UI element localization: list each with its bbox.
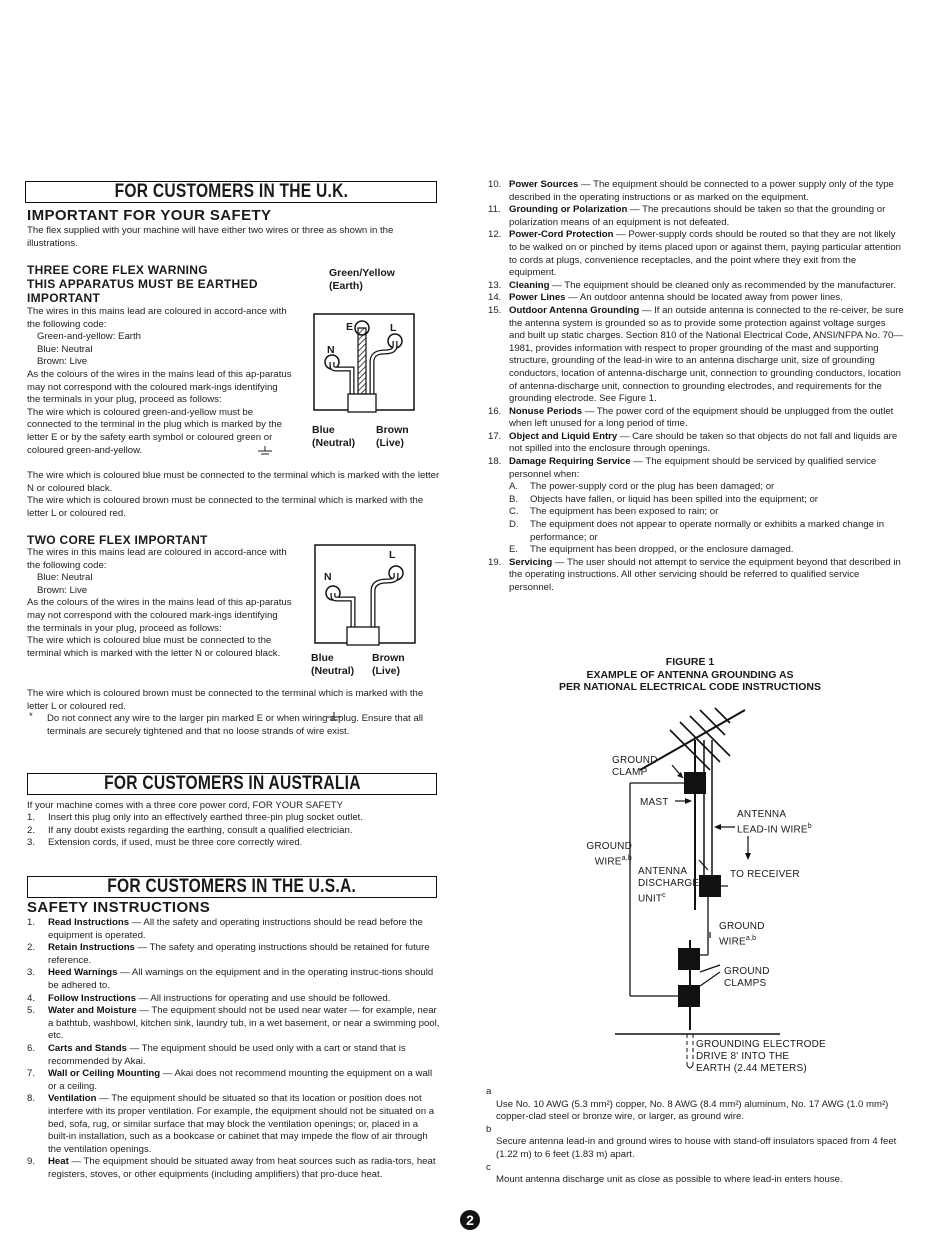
usa-safety-list: 1. Read Instructions — All the safety and operating instructions should be read before the equipment is operated. 2. Retain Instructions — The safety and operating instructions should be retained for future reference. 3. Heed Warnings — All warnings on the equipment and in the operating instruc-tions should be adhered to. 4. Follow Instructions — All instructions for operating and use should be followed. 5. Water and Moisture — The equipment should not be used near water — for example, near a bathtub, washbowl, kitchen sink, laundry tub, in a wet basement, or near a swimming pool, etc. 6. Carts and Stands — The equipment should be used only with a cart or stand that is recommended by Akai. 7. Wall or Ceiling Mounting — Akai does not recommend mounting the equipment on a wall or a ceiling. 8. Ventilation — The equipment should be situated so that its location or position does not interfere with its proper ventilation. For example, the equipment should not be situated on a bed, sofa, rug, or similar surface that may block the ventilation openings; or, placed in a built-in installation, such as a bookcase or cabinet that may impede the flow of air through the ventilation openings. 9. Heat — The equipment should be situated away from heat sources such as radia-tors, heat registers, stoves, or other equipments (including amplifiers) that pro-duce heat. (27, 917, 440, 1180)
two-core-note: * Do not connect any wire to the larger pin marked E or when wiring a plug. Ensure that all terminals are securely tightened and that no loose strands of wire exist. (29, 711, 423, 737)
fig3-brown: Brown (Live) (376, 424, 409, 449)
fig3-e: E (346, 321, 354, 333)
fig2-l: L (389, 549, 396, 561)
figure-title: FIGURE 1 EXAMPLE OF ANTENNA GROUNDING AS PER NATIONAL ELECTRICAL CODE INSTRUCTIONS (559, 656, 821, 693)
two-core-text-wide: The wire which is coloured brown must be connected to the terminal which is marked with the letter L or coloured red. (27, 688, 424, 712)
label-grounding-electrode: GROUNDING ELECTRODE DRIVE 8' INTO THE EARTH (2.44 METERS) (696, 1039, 826, 1074)
fig3-l: L (390, 322, 397, 334)
fig3-blue: Blue (Neutral) (312, 424, 356, 449)
australia-intro: If your machine comes with a three core power cord, FOR YOUR SAFETY (27, 800, 343, 811)
earth-symbol-icon (255, 446, 275, 457)
label-antenna-lead-in: ANTENNA LEAD-IN WIRE$^b$ (737, 809, 812, 836)
two-core-heading: TWO CORE FLEX IMPORTANT (27, 533, 208, 547)
uk-heading: IMPORTANT FOR YOUR SAFETY (27, 207, 272, 224)
fig2-n: N (324, 571, 332, 583)
three-core-text: The wires in this mains lead are coloured in accord-ance with the following code: Green-and-yellow: Earth Blue: Neutral Brown: Live As the colours of the wires in the mains lead of this ap-paratus may not correspond with the coloured mark-ings identifying the terminals in your plug, proceed as follows: The wire which is coloured green-and-yellow must be connected to the terminal in the plug which is marked by the letter E or by the safety earth symbol or coloured green or coloured green-and-yellow. (27, 306, 292, 456)
fig3-earth-label: Green/Yellow (Earth) (329, 267, 395, 292)
three-core-plug-diagram (312, 312, 416, 414)
fig2-blue: Blue (Neutral) (311, 652, 355, 677)
three-core-heading: THREE CORE FLEX WARNING THIS APPARATUS MUST BE EARTHED IMPORTANT (27, 263, 258, 305)
fig2-brown: Brown (Live) (372, 652, 405, 677)
page-number: 2 (460, 1210, 480, 1230)
earth-symbol-icon-2 (325, 712, 343, 723)
label-discharge-unit: ANTENNA DISCHARGE UNIT$^c$ (638, 866, 700, 905)
fig3-n: N (327, 344, 335, 356)
usa-banner: FOR CUSTOMERS IN THE U.S.A. (27, 876, 437, 898)
australia-banner: FOR CUSTOMERS IN AUSTRALIA (27, 773, 437, 795)
usa-heading: SAFETY INSTRUCTIONS (27, 899, 211, 916)
three-core-text-wide: The wire which is coloured blue must be connected to the terminal which is marked with the letter N or coloured black. The wire which is coloured brown must be connected to the terminal which is marked with the letter L or coloured red. (27, 470, 440, 519)
figure-footnotes: a Use No. 10 AWG (5.3 mm²) copper, No. 8 AWG (8.4 mm²) aluminum, No. 17 AWG (1.0 mm²) copper-clad steel or bronze wire, or larger, as ground wire. b Secure antenna lead-in and ground wires to house with stand-off insulators spaced from 4 feet (1.22 m) to 6 feet (1.83 m) apart. c Mount antenna discharge unit as close as possible to where lead-in enters house. (486, 1086, 897, 1186)
label-ground-wire-left: GROUND WIRE$^{a,b}$ (586, 841, 632, 868)
two-core-plug-diagram (313, 543, 417, 647)
uk-banner: FOR CUSTOMERS IN THE U.K. (25, 181, 437, 203)
label-ground-wire-right: GROUND WIRE$^{a,b}$ (719, 921, 765, 948)
label-to-receiver: TO RECEIVER (730, 869, 800, 880)
two-core-text: The wires in this mains lead are coloured in accord-ance with the following code: Blue: Neutral Brown: Live As the colours of the wires in the mains lead of this ap-paratus may not correspond with the coloured mark-ings identifying the terminals in your plug, proceed as follows: The wire which is coloured blue must be connected to the terminal which is marked with the letter N or coloured black. (27, 547, 292, 659)
australia-list: 1. Insert this plug only into an effectively earthed three-pin plug socket outlet. 2. If any doubt exists regarding the earthing, consult a qualified electrician. 3. Extension cords, if used, must be three core correctly wired. (27, 812, 364, 849)
safety-list-continued: 10. Power Sources — The equipment should be connected to a power supply only of the type described in the operating instructions or as marked on the equipment. 11. Grounding or Polarization — The precautions should be taken so that the grounding or polarization means of an equipment is not defeated. 12. Power-Cord Protection — Power-supply cords should be routed so that they are not likely to be walked on or pinched by items placed upon or against them, paying particular attention to cords at plugs, convenience receptacles, and the point where they exit from the equipment. 13. Cleaning — The equipment should be cleaned only as recommended by the manufacturer. 14. Power Lines — An outdoor antenna should be located away from power lines. 15. Outdoor Antenna Grounding — If an outside antenna is connected to the re-ceiver, be sure the antenna system is grounded so as to provide some protection against voltage surges and built up static charges. Section 810 of the National Electrical Code, ANSI/NFPA No. 70—1981, provides information with respect to proper grounding of the mast and supporting structure, grounding of the lead-in wire to an antenna discharge unit, size of grounding conductors, location of antenna-discharge unit, connection to grounding conductors, location of antenna-discharge unit, connection to grounding electrodes, and requirements for the grounding electrode. See Figure 1. 16. Nonuse Periods — The power cord of the equipment should be unplugged from the outlet when left unused for a long period of time. 17. Object and Liquid Entry — Care should be taken so that objects do not fall and liquids are not spilled into the enclosure through openings. 18. Damage Requiring Service — The equipment should be serviced by qualified service personnel when: A. The power-supply cord or the plug has been damaged; or B. Objects have fallen, or liquid has been spilled into the equipment; or C. The equipment has been exposed to rain; or D. The equipment does not appear to operate normally or exhibits a marked change in performance; or E. The equipment has been dropped, or the enclosure damaged. 19. Servicing — The user should not attempt to service the equipment beyond that described in the operating instructions. All other servicing should be referred to qualified service personnel. (488, 179, 904, 593)
label-mast: MAST (640, 797, 669, 808)
label-ground-clamps: GROUND CLAMPS (724, 966, 770, 989)
uk-intro: The flex supplied with your machine will have either two wires or three as shown in the illustrations. (27, 225, 394, 249)
label-ground-clamp: GROUND CLAMP (612, 755, 658, 778)
